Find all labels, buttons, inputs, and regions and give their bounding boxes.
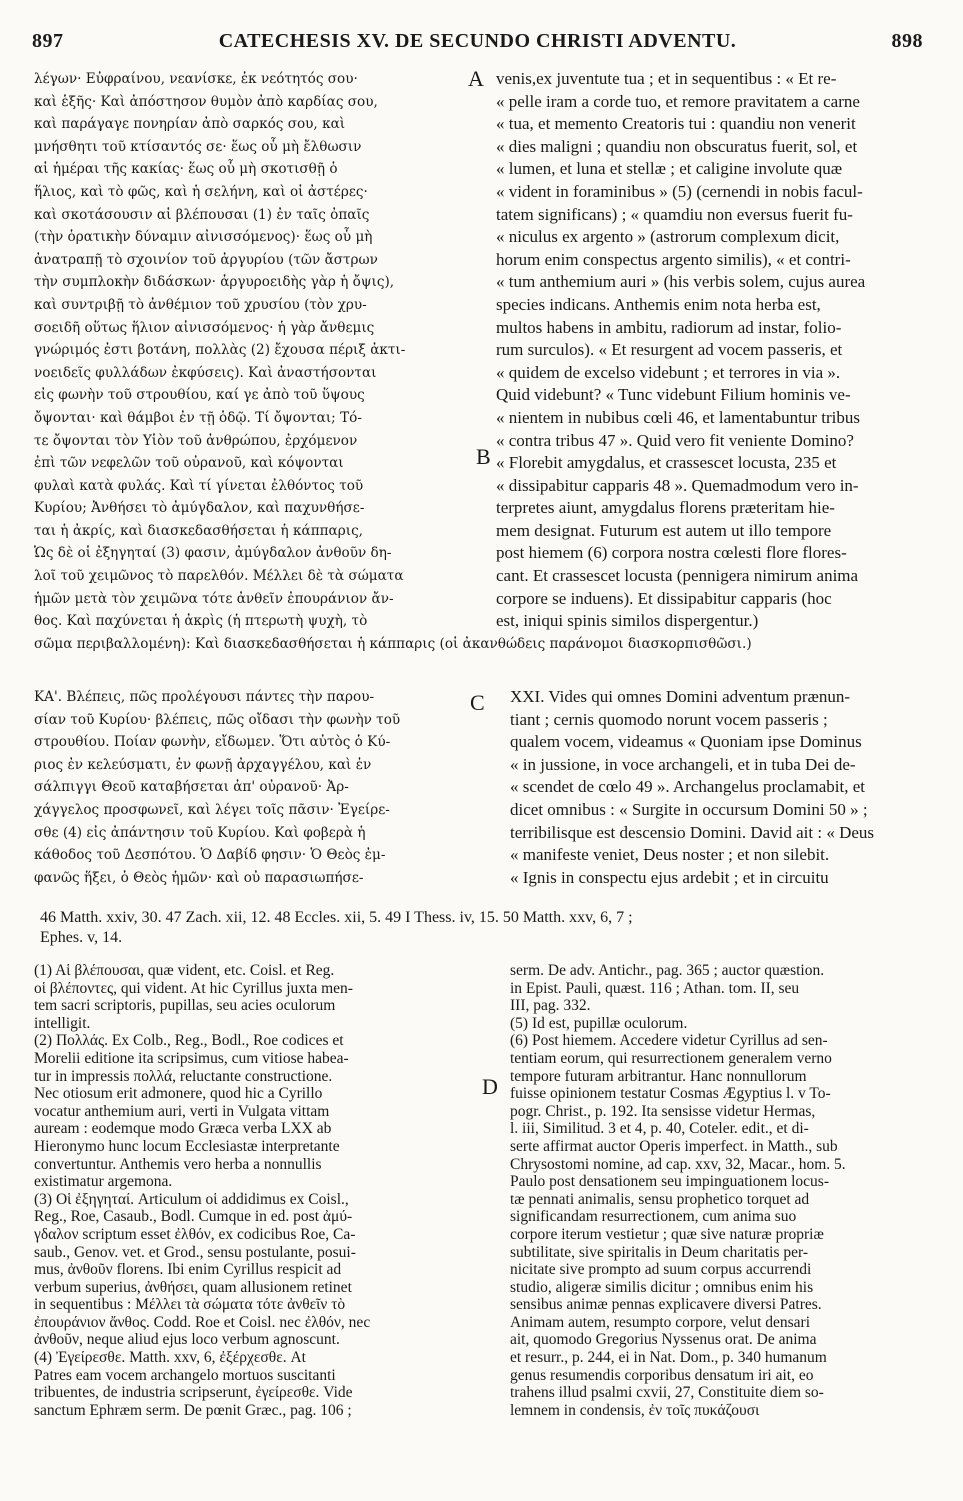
greek-text-line: κάθοδος τοῦ Δεσπότου. Ὁ Δαβίδ φησιν· Ὁ Θεὸς ἐμ- [34,847,386,864]
greek-text-line: τὴν συμπλοκὴν διδάσκων· ἀργυροειδὴς γὰρ ἡ ὄψις), [34,274,395,291]
footnote-line: (2) Πολλάς. Ex Colb., Reg., Bodl., Roe codices et [34,1032,344,1050]
footnote-line: studio, aligeræ similis dicitur ; omnibus enim his [510,1278,814,1296]
greek-text-line: ἐπὶ τῶν νεφελῶν τοῦ οὐρανοῦ, καὶ κόψονται [34,455,344,472]
latin-text-line: « Ignis in conspectu ejus ardebit ; et in circuitu [510,867,829,887]
footnote-line: verbum superius, ἀνθήσει, quam allusionem retinet [34,1278,352,1296]
greek-text-line: σῶμα περιβαλλομένη): Καὶ διασκεδασθήσεται ἡ κάππαρις (οἱ ἀκανθώδεις παράνομοι διασκορπισθῶσι.) [34,635,752,652]
footnote-line: in sequentibus : Μέλλει τὰ σώματα τότε ἀνθεῖν τὸ [34,1296,346,1314]
greek-text-line: Ὡς δὲ οἱ ἐξηγηταί (3) φασιν, ἀμύγδαλον ἀνθοῦν δη- [34,545,392,562]
latin-text-line: « manifeste veniet, Deus noster ; et non silebit. [510,845,830,865]
greek-text-line: (τὴν ὁρατικὴν δύναμιν αἰνισσόμενος)· ἕως οὗ μὴ [34,229,373,246]
greek-text-line: χάγγελος προσφωνεῖ, καὶ λέγει τοῖς πᾶσιν· Ἐγείρε- [34,801,390,818]
footnote-line: Morelii editione ita scripsimus, cum vitiose habea- [34,1049,349,1067]
greek-text-line: λοῖ τοῦ χειμῶνος τὸ παρελθόν. Μέλλει δὲ τὰ σώματα [34,568,404,585]
footnote-line: ἀνθοῦν, neque aliud ejus loco verbum agnoscunt. [34,1331,340,1349]
footnote-line: Patres eam vocem archangelo mortuos suscitanti [34,1366,336,1384]
greek-text-line: σάλπιγγι Θεοῦ καταβήσεται ἀπ' οὐρανοῦ· Ἀρ- [34,779,349,796]
footnote-line: Animam autem, resumpto corpore, velut densari [510,1313,811,1331]
greek-text-line: ριος ἐν κελεύσματι, ἐν φωνῇ ἀρχαγγέλου, καὶ ἐν [34,756,372,773]
page-number-right: 898 [891,30,923,52]
footnote-line: tentiam eorum, qui resurrectionem generalem verno [510,1049,832,1067]
footnote-line: lemnem in condensis, ἐν τοῖς πυκάζουσι [510,1401,760,1419]
footnote-line: serte affirmat auctor Operis imperfect. in Matth., sub [510,1137,838,1155]
footnote-line: (4) Ἐγείρεσθε. Matth. xxv, 6, ἐξέρχεσθε. At [34,1349,306,1367]
footnote-line: subtilitate, sive spiritalis in Deum charitatis per- [510,1243,808,1261]
footnote-line: trahens illud psalmi cxvii, 27, Constituite diem so- [510,1384,824,1402]
greek-text-line: φανῶς ἥξει, ὁ Θεὸς ἡμῶν· καὶ οὐ παρασιωπήσε- [34,869,364,886]
footnote-line: (5) Id est, pupillæ oculorum. [510,1014,688,1032]
greek-text-line: ἀνατραπῇ τὸ σχοινίον τοῦ ἀργυρίου (τῶν ἄστρων [34,251,378,268]
footnote-line: serm. De adv. Antichr., pag. 365 ; auctor quæstion. [510,962,825,979]
margin-marker-a: A [468,66,484,91]
footnote-line: (3) Οἱ ἐξηγηταί. Articulum οἱ addidimus ex Coisl., [34,1190,349,1208]
footnote-line: Reg., Roe, Casaub., Bodl. Cumque in ed. post ἀμύ- [34,1208,353,1226]
footnote-line: ἐπουράνιον ἄνθος. Codd. Roe et Coisl. nec ἐλθόν, nec [34,1313,371,1331]
greek-text-line: ἥλιος, καὶ τὸ φῶς, καὶ ἡ σελήνη, καὶ οἱ ἀστέρες· [34,183,368,200]
latin-text-line: Quid videbunt? « Tunc videbunt Filium hominis ve- [496,385,851,405]
latin-text-column-chapter-21 [510,686,935,889]
footnote-line: et resurr., p. 244, ei in Nat. Dom., p. 340 humanum [510,1349,827,1367]
latin-text-line: multos habens in ambitu, radiorum ad instar, folio- [496,317,842,337]
running-header [32,30,923,58]
latin-text-line: « quidem de excelso videbunt ; et terrores in via ». [496,362,841,382]
greek-text-line: σίαν τοῦ Κυρίου· βλέπεις, πῶς οἴδασι τὴν φωνὴν τοῦ [34,711,401,728]
latin-text-line: « vident in foraminibus » (5) (cernendi in nobis facul- [496,181,863,201]
footnote-line: Hieronymo hunc locum Ecclesiastæ interpretante [34,1137,340,1155]
footnote-line: sensibus animæ pennas explicavere diversi Patres. [510,1296,822,1314]
latin-text-line: XXI. Vides qui omnes Domini adventum prænun- [510,687,851,706]
greek-text-line: ται ἡ ἀκρίς, καὶ διασκεδασθήσεται ἡ κάππαρις, [34,522,363,539]
footnote-line: saub., Genov. vet. et Grod., sensu postulante, posui- [34,1243,356,1261]
footnote-line: Paulo post densationem seu impinguationem locus- [510,1173,829,1191]
latin-text-line: post hiemem (6) corpora nostra cœlesti flore flores- [496,543,847,563]
latin-text-line: « in jussione, in voce archangeli, et in tuba Dei de- [510,754,856,774]
footnote-line: tæ pennati animalis, sensu prophetico torquet ad [510,1190,810,1208]
reference-line: Ephes. v, 14. [40,929,123,946]
footnote-line: vocatur anthemium auri, verti in Vulgata vittam [34,1102,330,1120]
latin-text-line: terribilisque est descensio Domini. David ait : « Deus [510,822,875,842]
margin-marker-b: B [476,444,491,469]
latin-text-line: horum enim conspectus argento similis), « et contri- [496,249,851,269]
latin-text-line: « dies maligni ; quandiu non obscuratus fuerit, sol, et [496,136,858,156]
latin-text-line: tiant ; cernis quomodo norunt vocem passeris ; [510,709,828,729]
footnote-line: fuisse opinionem testatur Cosmas Ægyptius l. v To- [510,1085,831,1103]
greek-text-line: εἰς φωνὴν τοῦ στρουθίου, καί γε ἀπὸ τοῦ ὕψους [34,387,365,404]
latin-text-line: « pelle iram a corde tuo, et remore pravitatem a carne [496,91,860,111]
greek-text-line: ὄψονται· καὶ θάμβοι ἐν τῇ ὁδῷ. Τί ὄψονται; Τό- [34,409,362,426]
scripture-references [40,908,933,948]
greek-text-line: καὶ ἑξῆς· Καὶ ἀπόστησον θυμὸν ἀπὸ καρδίας σου, [34,93,378,110]
footnote-line: in Epist. Pauli, quæst. 116 ; Athan. tom. II, seu [510,979,800,997]
footnote-line: sanctum Ephræm serm. De pœnit Græc., pag. 106 ; [34,1401,352,1419]
margin-marker-d: D [482,1074,498,1099]
latin-text-line: « tum anthemium auri » (his verbis solem, cujus aurea [496,272,866,292]
greek-text-column-chapter-21 [34,686,494,889]
footnote-line: existimatur argemona. [34,1173,173,1191]
footnote-line: pogr. Christ., p. 192. Ita sensisse videtur Hermas, [510,1102,816,1120]
footnote-line: mus, ἀνθοῦν florens. Ibi enim Cyrillus respicit ad [34,1261,342,1279]
greek-text-line: σθε (4) εἰς ἀπάντησιν τοῦ Κυρίου. Καὶ φοβερὰ ἡ [34,824,366,841]
footnote-line: convertuntur. Anthemis vero herba a nonnullis [34,1155,322,1173]
footnotes-right-column [510,962,935,1419]
latin-text-column-top [496,68,936,633]
greek-text-line: τε ὄψονται τὸν Υἱὸν τοῦ ἀνθρώπου, ἐρχόμενον [34,432,358,449]
footnote-line: (1) Αἱ βλέπουσαι, quæ vident, etc. Coisl. et Reg. [34,962,335,979]
greek-text-line: καὶ παράγαγε πονηρίαν ἀπὸ σαρκός σου, καὶ [34,116,346,133]
greek-text-line: ἡμῶν μετὰ τὸν χειμῶνα τότε ἀνθεῖν ἐπουράνιον ἄν- [34,590,394,607]
latin-text-line: qualem vocem, videamus « Quoniam ipse Dominus [510,732,862,752]
latin-text-line: « lumen, et luna et stellæ ; et caligine involute quæ [496,159,843,179]
footnote-line: III, pag. 332. [510,997,591,1015]
margin-marker-c: C [470,690,485,715]
footnotes-left-column [34,962,484,1419]
greek-text-line: Κυρίου; Ἀνθήσει τὸ ἀμύγδαλον, καὶ παχυνθήσε- [34,500,365,517]
footnote-line: corpore iterum vestietur ; quæ sive naturæ propriæ [510,1225,824,1243]
latin-text-line: « nientem in nubibus cœli 46, et lamentabuntur tribus [496,407,861,427]
greek-text-line: γνώριμός ἐστι βοτάνη, πολλὰς (2) ἔχουσα πέριξ ἀκτι- [34,342,406,359]
latin-text-line: « Florebit amygdalus, et crassescet locusta, 235 et [496,453,837,473]
greek-text-line: καὶ συντριβῇ τὸ ἀνθέμιον τοῦ χρυσίου (τὸν χρυ- [34,296,367,313]
latin-text-line: « niculus ex argento » (astrorum complexum dicit, [496,227,840,247]
greek-text-line: καὶ σκοτάσουσιν αἱ βλέπουσαι (1) ἐν ταῖς ὀπαῖς [34,206,370,223]
footnote-line: tempore futuram arbitrantur. Hanc nonnullorum [510,1067,807,1085]
footnote-line: tem sacri scriptoris, pupillas, seu acies oculorum [34,997,336,1015]
footnote-line: tur in impressis πολλά, reluctante constructione. [34,1067,333,1085]
latin-text-line: rum surculos). « Et resurgent ad vocem passeris, et [496,340,843,360]
latin-text-line: tatem significans) ; « quamdiu non eversus fuerit fu- [496,204,853,224]
footnote-line: nicitate sive prompto ad suum corpus accurrendi [510,1261,812,1279]
latin-text-line: venis,ex juventute tua ; et in sequentibus : « Et re- [496,69,837,88]
greek-text-line: αἱ ἡμέραι τῆς κακίας· ἕως οὗ μὴ σκοτισθῇ ὁ [34,161,338,178]
greek-text-line: σοειδῆ οὕτως ἥλιον αἰνισσόμενος· ἡ γὰρ ἄνθεμις [34,319,375,336]
footnote-line: genus resumendis corporibus densatum iri ait, eo [510,1366,814,1384]
latin-text-line: species indicans. Anthemis enim nota herba est, [496,294,821,314]
footnote-line: l. iii, Similitud. 3 et 4, p. 40, Coteler. edit., et di- [510,1120,809,1138]
footnote-line: tribuentes, de industria scripserunt, ἐγείρεσθε. Vide [34,1384,353,1402]
latin-text-line: dicet omnibus : « Surgite in occursum Domini 50 » ; [510,799,868,819]
footnote-line: γδαλον scriptum esset ἐλθόν, ex codicibus Roe, Ca- [34,1225,356,1243]
greek-text-line: φυλαὶ κατὰ φυλάς. Καὶ τί γίνεται ἐλθόντος τοῦ [34,477,364,494]
latin-text-line: mem designat. Futurum est autem ut illo tempore [496,520,832,540]
footnote-line: Nec otiosum erit admonere, quod hic a Cyrillo [34,1085,323,1103]
footnote-line: significandam resurrectionem, cum anima suo [510,1208,797,1226]
latin-text-line: « contra tribus 47 ». Quid vero fit veniente Domino? [496,430,854,450]
page-number-left: 897 [32,30,64,52]
greek-text-line: στρουθίου. Ποίαν φωνὴν, εἴδωμεν. Ὅτι αὐτὸς ὁ Κύ- [34,734,391,751]
greek-text-line: λέγων· Εὐφραίνου, νεανίσκε, ἐκ νεότητός σου· [34,71,358,87]
greek-text-line: νοειδεῖς φυλλάδων ἐκφύσεις). Καὶ ἀναστήσονται [34,364,377,381]
latin-text-line: cant. Et crassescet locusta (pennigera nimirum anima [496,566,859,586]
greek-text-line: ΚΑ'. Βλέπεις, πῶς προλέγουσι πάντες τὴν παρου- [34,689,375,705]
running-title: CATECHESIS XV. DE SECUNDO CHRISTI ADVENTU. [218,30,737,52]
latin-text-line: « scendet de cœlo 49 ». Archangelus proclamabit, et [510,777,865,797]
latin-text-line: « dissipabitur capparis 48 ». Quemadmodum vero in- [496,475,859,495]
footnote-line: intelligit. [34,1014,91,1032]
footnote-line: auream : eodemque modo Græca verba LXX ab [34,1120,332,1138]
footnote-line: οἱ βλέποντες, qui vident. At hic Cyrillus juxta men- [34,979,353,997]
footnote-line: ait, quomodo Gregorius Nyssenus orat. De anima [510,1331,817,1349]
latin-text-line: « tua, et memento Creatoris tui : quandiu non venerit [496,114,856,134]
greek-text-line: θος. Καὶ παχύνεται ἡ ἀκρὶς (ἡ πτερωτὴ ψυχὴ, τὸ [34,613,368,630]
reference-line: 46 Matth. xxiv, 30. 47 Zach. xii, 12. 48 Eccles. xii, 5. 49 I Thess. iv, 15. 50 Matth. xxv, 6, 7 ; [40,909,633,926]
latin-text-line: terpretes aiunt, amygdalus florens præteritam hie- [496,498,835,518]
greek-text-line: μνήσθητι τοῦ κτίσαντός σε· ἕως οὗ μὴ ἔλθωσιν [34,138,362,155]
footnote-line: Chrysostomi nomine, ad cap. xxv, 32, Macar., hom. 5. [510,1155,846,1173]
footnote-line: (6) Post hiemem. Accedere videtur Cyrillus ad sen- [510,1032,828,1050]
latin-text-line: est, iniqui spinis similos dispergentur.) [496,611,759,631]
latin-text-line: corpore se induens). Et dissipabitur capparis (hoc [496,588,832,608]
